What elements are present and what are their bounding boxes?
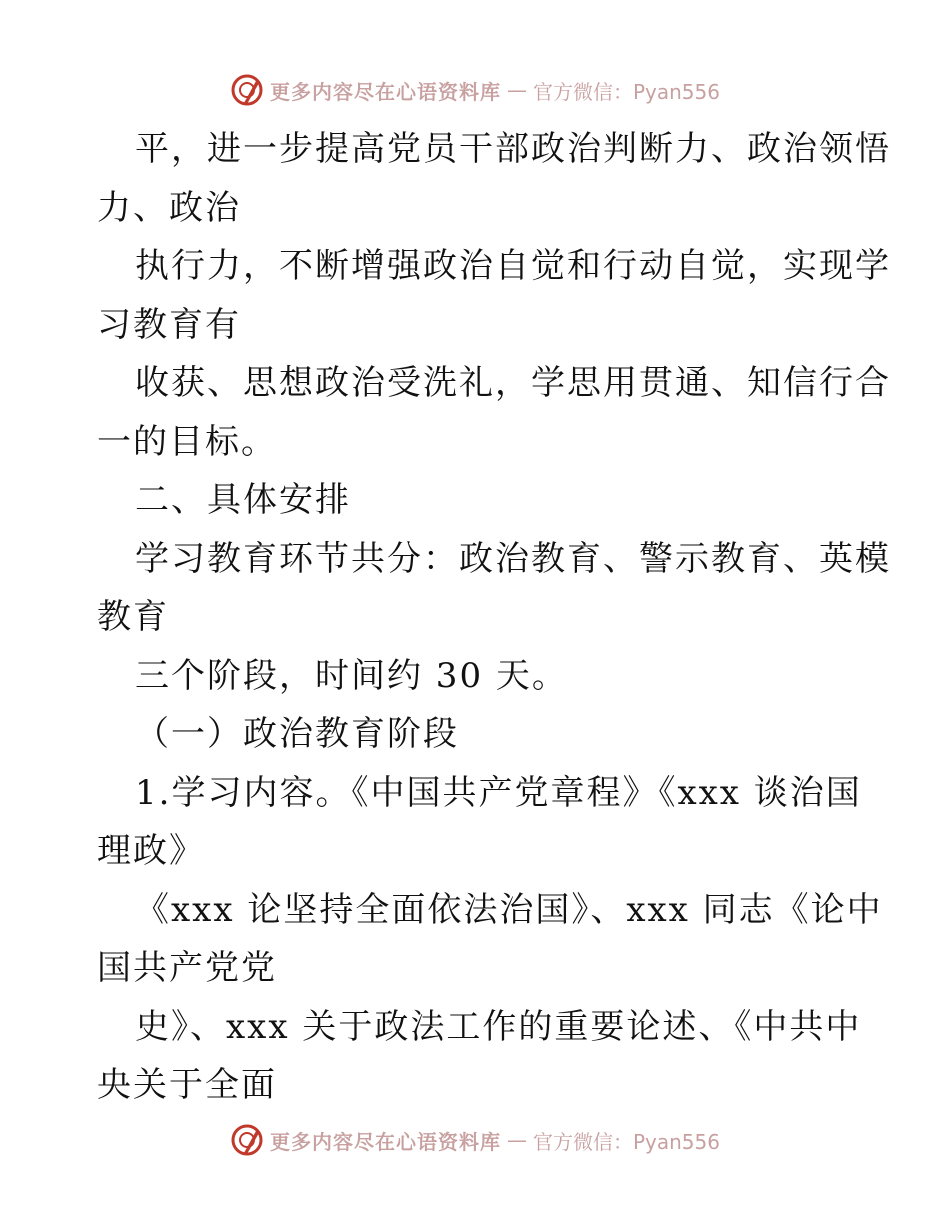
- text-line: 理政》: [97, 831, 205, 871]
- brand-logo-icon: [230, 73, 264, 107]
- text-line: 1.学习内容。《中国共产党章程》《xxx 谈治国: [135, 772, 862, 813]
- text-line: 收获、思想政治受洗礼，学思用贯通、知信行合: [135, 363, 891, 403]
- text-line: 一的目标。: [97, 421, 277, 462]
- footer-banner-separator: —: [506, 1128, 527, 1152]
- brand-logo-icon: [230, 1123, 264, 1157]
- header-banner: [0, 70, 950, 110]
- text-line: 学习教育环节共分：政治教育、警示教育、英模: [135, 538, 891, 579]
- text-line: 平，进一步提高党员干部政治判断力、政治领悟: [135, 129, 891, 169]
- text-line: 习教育有: [97, 304, 241, 345]
- header-banner-wechat: 官方微信：Pyan556: [532, 79, 720, 104]
- text-line: 《xxx 论坚持全面依法治国》、xxx 同志《论中: [135, 889, 883, 930]
- header-banner-separator: —: [506, 78, 527, 102]
- text-line: 力、政治: [97, 187, 241, 228]
- subsection-heading: （一）政治教育阶段: [135, 714, 459, 754]
- footer-banner-wechat: 官方微信：Pyan556: [532, 1129, 720, 1154]
- footer-banner: [0, 1120, 950, 1160]
- text-line: 史》、xxx 关于政法工作的重要论述、《中共中: [135, 1006, 862, 1047]
- document-body: [97, 120, 891, 1115]
- text-line: 国共产党党: [97, 948, 277, 988]
- text-line: 执行力，不断增强政治自觉和行动自觉，实现学: [135, 246, 891, 286]
- section-heading: 二、具体安排: [135, 480, 351, 520]
- text-line: 三个阶段，时间约 30 天。: [135, 655, 568, 696]
- text-line: 央关于全面: [97, 1065, 277, 1105]
- footer-banner-text: 更多内容尽在心语资料库: [269, 1129, 501, 1154]
- header-banner-text: 更多内容尽在心语资料库: [269, 79, 501, 104]
- text-line: 教育: [97, 597, 169, 637]
